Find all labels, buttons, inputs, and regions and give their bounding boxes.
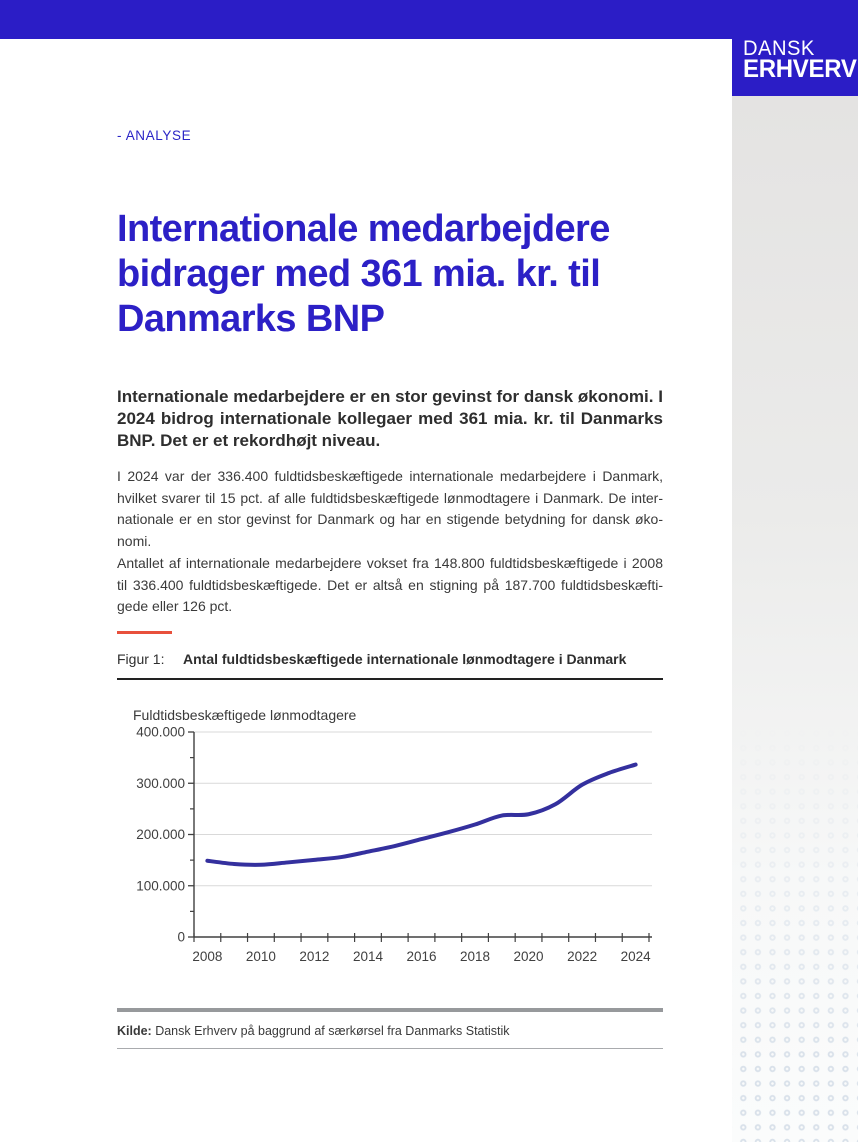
source-text: Dansk Erhverv på baggrund af særkørsel fra Danmarks Statistik bbox=[151, 1024, 510, 1038]
source-top-rule bbox=[117, 1008, 663, 1012]
figure-label: Figur 1: bbox=[117, 651, 165, 667]
svg-text:2010: 2010 bbox=[245, 949, 276, 964]
figure-title: Antal fuldtidsbeskæftigede internationale lønmodtagere i Danmark bbox=[183, 651, 627, 667]
svg-text:300.000: 300.000 bbox=[136, 775, 185, 791]
page-title: Internationale medarbejdere bidrager med 361 mia. kr. til Danmarks BNP bbox=[117, 208, 610, 340]
svg-text:2016: 2016 bbox=[406, 949, 437, 964]
source-label: Kilde: bbox=[117, 1024, 152, 1038]
figure1-line-chart bbox=[117, 701, 663, 979]
svg-text:2014: 2014 bbox=[352, 949, 383, 964]
source-note bbox=[117, 1024, 663, 1038]
svg-text:0: 0 bbox=[177, 929, 185, 945]
lead-paragraph: Internationale medarbejdere er en stor gevinst for dansk økonomi. I 2024 bidrog internationale kollegaer med 361 mia. kr. til Danmarks BNP. Det er et rekordhøjt niveau. bbox=[117, 387, 663, 450]
svg-text:100.000: 100.000 bbox=[136, 878, 185, 894]
svg-text:2020: 2020 bbox=[513, 949, 544, 964]
body-paragraph-1: I 2024 var der 336.400 fuldtidsbeskæftigede internationale medarbejdere i Danmark, hvilket svarer til 15 pct. af alle fuldtidsbeskæftigede lønmodtagere i Danmark. De inter- nationale er en stor gevinst for Danmark og har en stigende betydning for dansk øko- nomi. bbox=[117, 468, 663, 549]
svg-text:2018: 2018 bbox=[460, 949, 491, 964]
svg-text:Fuldtidsbeskæftigede lønmodtag: Fuldtidsbeskæftigede lønmodtagere bbox=[133, 707, 357, 723]
svg-text:200.000: 200.000 bbox=[136, 827, 185, 842]
dansk-erhverv-logo bbox=[732, 0, 858, 96]
body-paragraph-2: Antallet af internationale medarbejdere vokset fra 148.800 fuldtidsbeskæftigede i 2008 til 336.400 fuldtidsbeskæftigede. Det er altså en stigning på 187.700 fuldtidsbeskæfti- gede eller 126 pct. bbox=[117, 555, 663, 615]
svg-text:2012: 2012 bbox=[299, 949, 330, 964]
svg-text:2008: 2008 bbox=[192, 949, 223, 964]
source-bottom-rule bbox=[117, 1048, 663, 1049]
svg-text:2024: 2024 bbox=[620, 949, 651, 964]
figure-caption-rule bbox=[117, 678, 663, 680]
figure-caption bbox=[117, 651, 663, 667]
analyse-kicker: - ANALYSE bbox=[117, 128, 192, 143]
logo-word-erhverv: ERHVERV bbox=[743, 55, 857, 83]
right-sidebar bbox=[732, 96, 858, 1142]
svg-text:400.000: 400.000 bbox=[136, 724, 185, 740]
logo-word-dansk: DANSK bbox=[743, 37, 815, 60]
dot-pattern-decoration bbox=[732, 722, 858, 1142]
svg-text:2022: 2022 bbox=[567, 949, 598, 964]
red-accent-divider bbox=[117, 631, 172, 634]
article-content bbox=[117, 0, 663, 1142]
